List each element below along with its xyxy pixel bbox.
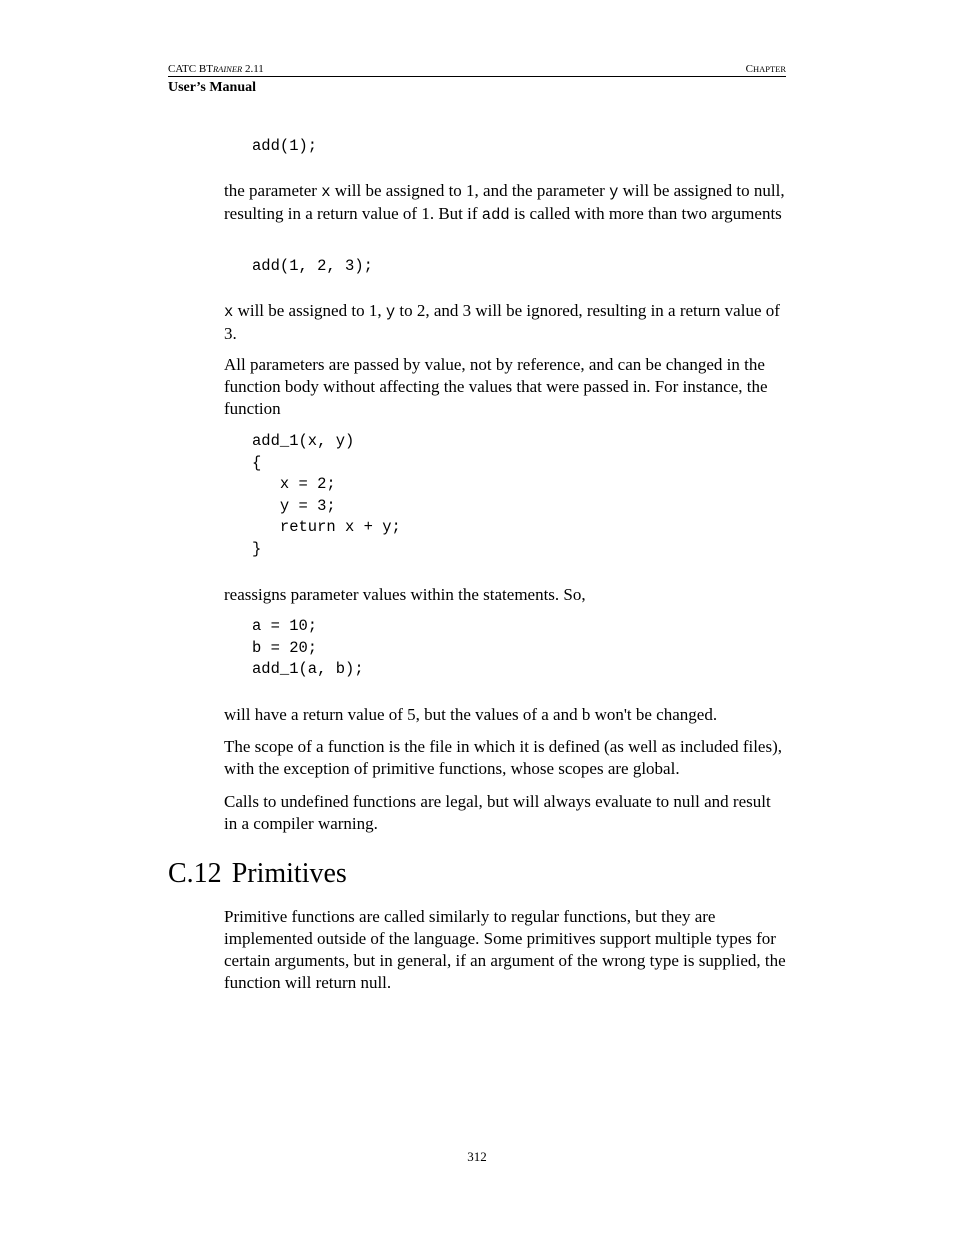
section-number: C.12 — [168, 858, 222, 889]
code-block-add-three: add(1, 2, 3); — [252, 257, 373, 275]
header-product-italic: RAINER — [212, 64, 243, 74]
header-product-version: 2.11 — [242, 63, 264, 75]
code-inline: y — [385, 303, 396, 321]
section-title: Primitives — [231, 858, 347, 889]
paragraph-scope: The scope of a function is the file in which it is defined (as well as included files), with the exception of primitive functions, whose scopes are global. — [224, 737, 783, 778]
page-number: 312 — [467, 1149, 487, 1164]
text: will be assigned to null, resulting in a return value of 1. But if — [224, 181, 785, 223]
text: will be assigned to 1, and the parameter — [330, 181, 610, 200]
header-chapter — [746, 63, 786, 76]
code-inline: y — [609, 183, 619, 201]
header-product-prefix: CATC BT — [168, 63, 213, 75]
section-heading — [168, 857, 347, 891]
code-block-add-1-def: add_1(x, y) { x = 2; y = 3; return x + y; } — [252, 432, 401, 558]
code-block-call-add-1: a = 10; b = 20; add_1(a, b); — [252, 617, 364, 678]
header-subtitle: User’s Manual — [168, 80, 257, 95]
code-block-add-one: add(1); — [252, 137, 318, 155]
paragraph-return-value: will have a return value of 5, but the values of a and b won't be changed. — [224, 705, 718, 724]
header-chapter-rest: HAPTER — [752, 64, 786, 74]
text: is called with more than two arguments — [509, 204, 782, 223]
text: will be assigned to 1, — [233, 301, 386, 320]
code-inline: x — [224, 303, 234, 321]
paragraph-pass-by-value: All parameters are passed by value, not by reference, and can be changed in the function body without affecting the values that were passed in. For instance, the function — [224, 355, 768, 418]
code-inline: x — [321, 183, 331, 201]
paragraph-add-params — [224, 180, 786, 226]
paragraph-extra-args — [224, 300, 786, 345]
paragraph-primitives: Primitive functions are called similarly to regular functions, but they are implemented outside of the language. Some primitives support multiple types for certain arguments, but in general, if an argument of the wrong type is supplied, the function will return null. — [224, 907, 786, 992]
text: the parameter — [224, 181, 322, 200]
paragraph-undefined-calls: Calls to undefined functions are legal, but will always evaluate to null and result in a compiler warning. — [224, 792, 771, 833]
text: to 2, and 3 will be ignored, resulting in a return value of 3. — [224, 301, 780, 343]
header-chapter-first: C — [745, 63, 753, 75]
paragraph-reassigns: reassigns parameter values within the statements. So, — [224, 585, 586, 604]
header-rule — [168, 76, 786, 77]
code-inline: add — [481, 206, 510, 224]
header-product — [168, 63, 264, 76]
